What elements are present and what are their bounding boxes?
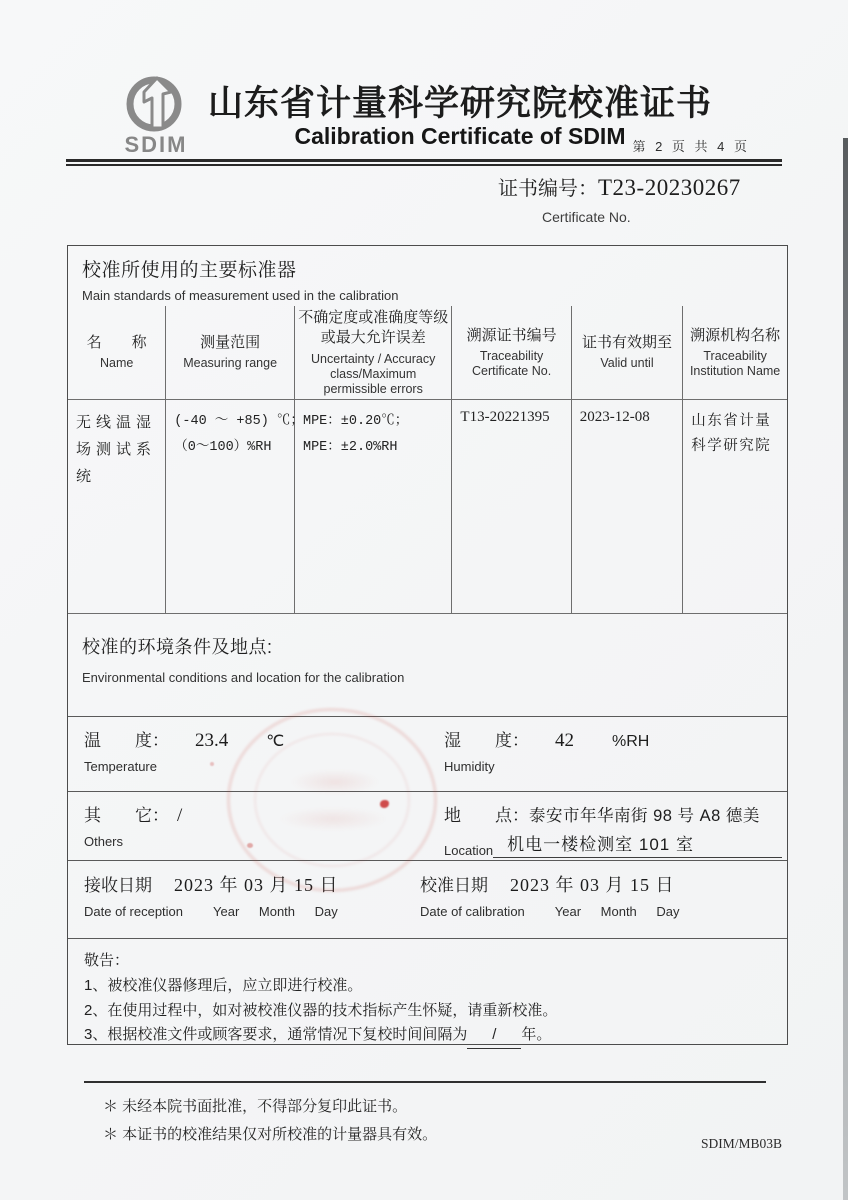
col-header-trace-no-cn: 溯源证书编号 (466, 326, 557, 344)
col-header-uncertainty-cn: 不确定度或准确度等级或最大允许误差 (298, 309, 449, 347)
sdim-logo-icon (125, 72, 187, 136)
location-label-en: Location (444, 843, 494, 858)
col-header-trace-no-en: Traceability Certificate No. (471, 348, 552, 378)
humidity-value: 42 (555, 730, 574, 751)
notice-item-3-suffix: 年。 (521, 1026, 552, 1044)
location-value-line1: 泰安市年华南街 98 号 A8 德美 (529, 807, 760, 825)
reception-date-label-en: Date of reception (84, 904, 184, 919)
standards-table-data-row (68, 399, 787, 614)
standards-table-header-row (68, 306, 787, 399)
notice-title: 敬告： (84, 952, 130, 969)
col-header-name-cn: 名 称 (86, 334, 147, 352)
notice-item-3-text: 3、根据校准文件或顾客要求，通常情况下复校时间间隔为 (84, 1026, 468, 1044)
standards-section-header (68, 246, 787, 306)
environment-section-header (68, 614, 787, 716)
col-header-range-en: Measuring range (183, 356, 278, 371)
environment-title-en: Environmental conditions and location for the calibration (82, 670, 405, 685)
footer-rule (84, 1081, 766, 1083)
humidity-unit: %RH (612, 733, 650, 750)
certificate-number-label-en: Certificate No. (542, 209, 631, 225)
others-label-en: Others (84, 834, 124, 849)
reception-date-field (84, 871, 339, 919)
header-rule-bottom (66, 164, 782, 166)
humidity-label-cn: 湿 度： (444, 731, 529, 750)
others-label-cn: 其 它： (84, 806, 169, 825)
scanner-edge-artifact (843, 138, 848, 1200)
standards-table (68, 306, 787, 614)
temperature-humidity-row (68, 716, 787, 791)
location-value-line2: 机电一楼检测室 101 室 (493, 830, 782, 858)
page-title-cn: 山东省计量科学研究院校准证书 (207, 84, 712, 123)
reception-date-units-en: Year Month Day (213, 904, 338, 919)
temperature-field (84, 726, 434, 774)
location-label-cn: 地 点： (444, 806, 529, 825)
certificate-number-value: T23-20230267 (598, 175, 741, 200)
page-title-en: Calibration Certificate of SDIM (294, 123, 626, 149)
notice-section (68, 938, 787, 1046)
reception-date-value: 2023 年 03 月 15 日 (174, 875, 339, 895)
others-location-row (68, 791, 787, 860)
others-field (84, 801, 434, 849)
calibration-date-units-en: Year Month Day (554, 904, 680, 919)
cell-mpe: MPE：±0.20℃； MPE：±2.0%RH (294, 399, 451, 614)
cell-measuring-range: (-40 ～ +85) ℃； （0～100）%RH (166, 399, 295, 614)
col-header-institution-cn: 溯源机构名称 (690, 326, 781, 344)
certificate-body-box (67, 245, 788, 1045)
col-header-institution (683, 306, 787, 399)
environment-title-cn: 校准的环境条件及地点: (82, 637, 273, 657)
location-field (444, 801, 784, 858)
cell-valid-until: 2023-12-08 (571, 399, 682, 614)
calibration-date-field (420, 871, 680, 919)
temperature-label-en: Temperature (84, 759, 157, 774)
calibration-date-label-cn: 校准日期 (420, 876, 488, 895)
humidity-field (444, 726, 776, 774)
form-code: SDIM/MB03B (700, 1136, 782, 1151)
humidity-label-en: Humidity (444, 759, 495, 774)
col-header-trace-no (452, 306, 571, 399)
dates-row (68, 860, 787, 938)
certificate-number-label-cn: 证书编号： (498, 178, 598, 200)
col-header-range-cn: 测量范围 (200, 334, 261, 352)
footer-notes (103, 1093, 437, 1149)
notice-item-3 (84, 1023, 771, 1049)
temperature-label-cn: 温 度： (84, 731, 169, 750)
footer-note-1: ＊ 未经本院书面批准，不得部分复印此证书。 (103, 1098, 408, 1115)
cell-traceability-no: T13-20221395 (452, 399, 571, 614)
temperature-value: 23.4 (195, 730, 229, 751)
col-header-valid-until (571, 306, 682, 399)
col-header-institution-en: Traceability Institution Name (689, 348, 781, 378)
col-header-name (68, 306, 166, 399)
notice-item-1: 1、被校准仪器修理后，应立即进行校准。 (84, 976, 363, 994)
calibration-date-label-en: Date of calibration (420, 904, 525, 919)
reception-date-label-cn: 接收日期 (84, 876, 152, 895)
footer-note-2: ＊ 本证书的校准结果仅对所校准的计量器具有效。 (103, 1125, 438, 1143)
cell-institution: 山东省计量科学研究院 (683, 399, 787, 614)
cell-standard-name: 无线温湿场测试系统 (68, 399, 166, 614)
standards-title-en: Main standards of measurement used in the calibration (82, 288, 399, 303)
standards-title-cn: 校准所使用的主要标准器 (82, 260, 297, 281)
certificate-number-block (498, 172, 798, 225)
col-header-range (166, 306, 295, 399)
sdim-logo (104, 72, 208, 162)
header-rule-top (66, 159, 782, 162)
calibration-date-value: 2023 年 03 月 15 日 (510, 875, 675, 895)
notice-item-3-fill: / (467, 1023, 521, 1049)
temperature-unit: ℃ (266, 733, 285, 750)
page-number-info: 第 2 页 共 4 页 (632, 139, 750, 154)
col-header-uncertainty (294, 306, 451, 399)
sdim-logo-text: SDIM (124, 132, 188, 157)
notice-item-2: 2、在使用过程中，如对被校准仪器的技术指标产生怀疑，请重新校准。 (84, 1001, 558, 1019)
col-header-valid-until-en: Valid until (600, 356, 654, 371)
col-header-valid-until-cn: 证书有效期至 (581, 334, 672, 352)
col-header-uncertainty-en: Uncertainty / Accuracy class/Maximum permissible errors (311, 351, 436, 396)
others-value: / (177, 805, 183, 826)
col-header-name-en: Name (99, 356, 134, 371)
